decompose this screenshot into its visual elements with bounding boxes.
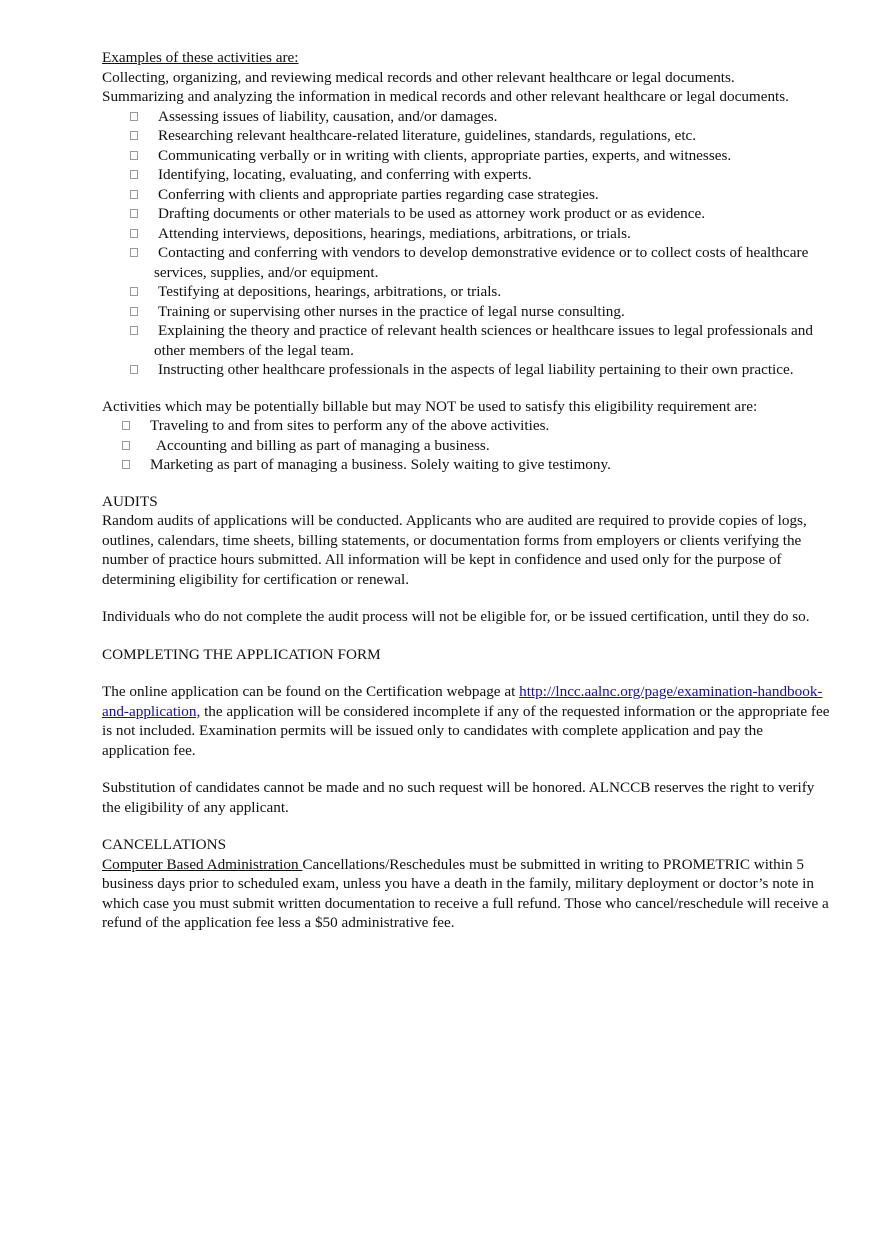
checkbox-bullet-icon	[130, 326, 138, 335]
list-item: Traveling to and from sites to perform any of the above activities.	[102, 416, 832, 436]
checkbox-bullet-icon	[130, 151, 138, 160]
examples-list	[102, 107, 832, 380]
checkbox-bullet-icon	[130, 131, 138, 140]
list-item: Attending interviews, depositions, hearings, mediations, arbitrations, or trials.	[102, 224, 832, 244]
checkbox-bullet-icon	[130, 170, 138, 179]
completing-paragraph-2: Substitution of candidates cannot be made and no such request will be honored. ALNCCB reserves the right to verify the eligibility of any applicant.	[102, 779, 815, 816]
list-item: Conferring with clients and appropriate parties regarding case strategies.	[102, 185, 832, 205]
checkbox-bullet-icon	[130, 248, 138, 257]
list-item: Researching relevant healthcare-related literature, guidelines, standards, regulations, etc.	[102, 126, 832, 146]
list-item: Marketing as part of managing a business. Solely waiting to give testimony.	[102, 455, 832, 475]
completing-paragraph-1: The online application can be found on the Certification webpage at http://lncc.aalnc.org/page/examination-handbook-and-application, the application will be considered incomplete if any of the requested information or the appropriate fee is not included. Examination permits will be issued only to candidates with complete application and pay the application fee.	[102, 683, 830, 759]
checkbox-bullet-icon	[122, 460, 130, 469]
checkbox-bullet-icon	[130, 229, 138, 238]
list-item: Testifying at depositions, hearings, arbitrations, or trials.	[102, 282, 832, 302]
cancellations-lead: Computer Based Administration	[102, 855, 303, 873]
examples-heading: Examples of these activities are:	[102, 49, 299, 66]
checkbox-bullet-icon	[122, 421, 130, 430]
checkbox-bullet-icon	[130, 190, 138, 199]
checkbox-bullet-icon	[130, 307, 138, 316]
certification-webpage-link[interactable]: http://lncc.aalnc.org/page/examination-handbook-and-application,	[102, 683, 823, 720]
list-item: Assessing issues of liability, causation, and/or damages.	[102, 107, 832, 127]
examples-intro-2: Summarizing and analyzing the information in medical records and other relevant healthcare or legal documents.	[102, 88, 789, 105]
checkbox-bullet-icon	[130, 365, 138, 374]
checkbox-bullet-icon	[130, 112, 138, 121]
audits-heading: AUDITS	[102, 492, 158, 510]
list-item: Instructing other healthcare professionals in the aspects of legal liability pertaining to their own practice.	[102, 360, 832, 380]
completing-heading: COMPLETING THE APPLICATION FORM	[102, 645, 381, 663]
not-billable-intro: Activities which may be potentially billable but may NOT be used to satisfy this eligibility requirement are:	[102, 397, 758, 415]
checkbox-bullet-icon	[122, 441, 130, 450]
list-item: Explaining the theory and practice of relevant health sciences or healthcare issues to legal professionals and other members of the legal team.	[102, 321, 832, 360]
audits-paragraph-1: Random audits of applications will be conducted. Applicants who are audited are required to provide copies of logs, outlines, calendars, time sheets, billing statements, or documentation forms from employers or clients verifying the number of practice hours submitted. All information will be kept in confidence and used only for the purpose of determining eligibility for certification or renewal.	[102, 512, 807, 588]
list-item: Training or supervising other nurses in the practice of legal nurse consulting.	[102, 302, 832, 322]
cancellations-heading: CANCELLATIONS	[102, 836, 227, 853]
document-page	[102, 48, 832, 933]
list-item: Accounting and billing as part of managing a business.	[102, 436, 832, 456]
list-item: Identifying, locating, evaluating, and conferring with experts.	[102, 165, 832, 185]
checkbox-bullet-icon	[130, 287, 138, 296]
not-billable-list	[102, 416, 832, 475]
list-item: Communicating verbally or in writing with clients, appropriate parties, experts, and witnesses.	[102, 146, 832, 166]
examples-intro-1: Collecting, organizing, and reviewing medical records and other relevant healthcare or legal documents.	[102, 68, 735, 86]
list-item: Contacting and conferring with vendors to develop demonstrative evidence or to collect costs of healthcare services, supplies, and/or equipment.	[102, 243, 832, 282]
audits-paragraph-2: Individuals who do not complete the audit process will not be eligible for, or be issued certification, until they do so.	[102, 608, 810, 625]
cancellations-paragraph: Computer Based Administration Cancellations/Reschedules must be submitted in writing to PROMETRIC within 5 business days prior to scheduled exam, unless you have a death in the family, military deployment or doctor’s note in which case you must submit written documentation to receive a full refund. Those who cancel/reschedule will receive a refund of the application fee less a $50 administrative fee.	[102, 855, 829, 931]
list-item: Drafting documents or other materials to be used as attorney work product or as evidence.	[102, 204, 832, 224]
checkbox-bullet-icon	[130, 209, 138, 218]
